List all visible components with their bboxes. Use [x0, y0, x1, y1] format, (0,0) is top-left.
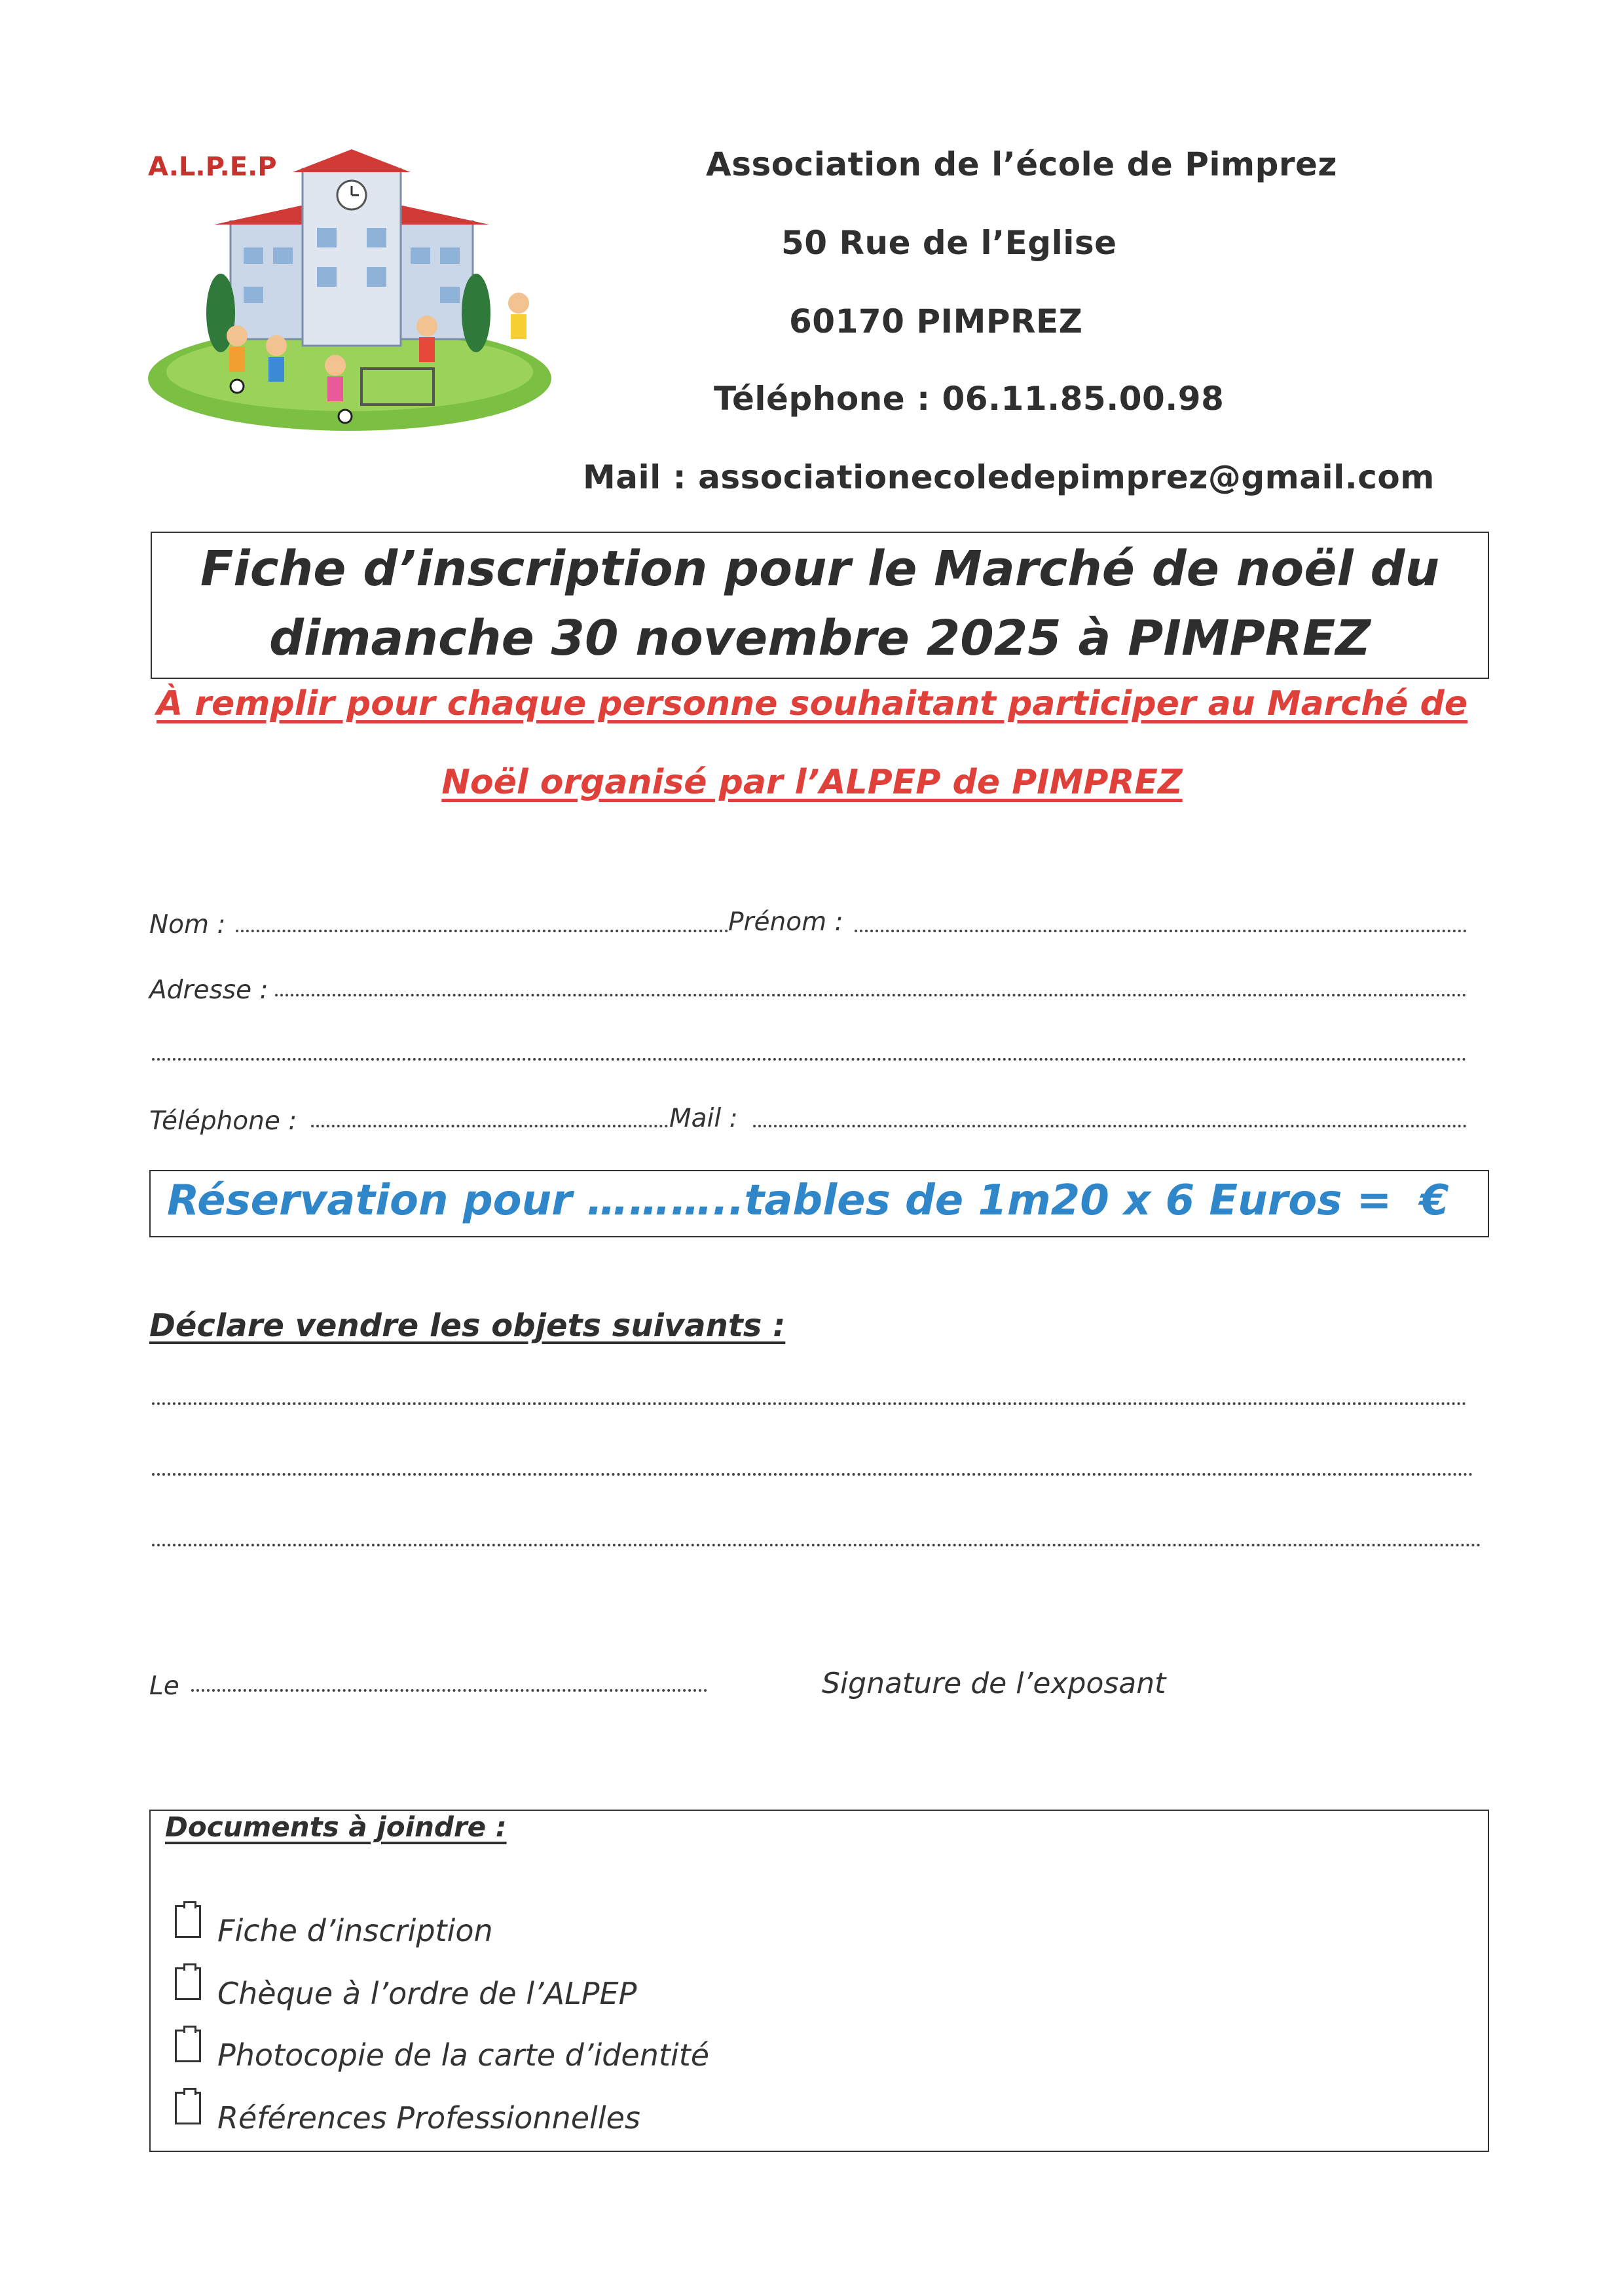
association-phone: Téléphone : 06.11.85.00.98	[714, 380, 1225, 418]
date-field[interactable]	[191, 1689, 707, 1692]
nom-field[interactable]	[236, 930, 728, 932]
instructions-line1: À remplir pour chaque personne souhaitant participer au Marché de	[156, 684, 1468, 723]
checkbox-fiche[interactable]	[175, 1905, 201, 1938]
reservation-currency: €	[1420, 1176, 1449, 1225]
telephone-label: Téléphone :	[149, 1106, 297, 1136]
document-item: Références Professionnelles	[217, 2100, 640, 2136]
objects-line3[interactable]	[152, 1544, 1481, 1546]
adresse-field-line2[interactable]	[152, 1058, 1467, 1061]
school-building-illustration	[145, 143, 558, 437]
alpep-logo	[145, 143, 558, 437]
date-label: Le	[149, 1671, 179, 1701]
telephone-field[interactable]	[311, 1125, 668, 1127]
association-street: 50 Rue de l’Eglise	[781, 224, 1117, 262]
reservation-text: Réservation pour ………..tables de 1m20 x 6 Euros =	[167, 1176, 1392, 1225]
checkbox-photocopie[interactable]	[175, 2030, 201, 2062]
instructions-line2: Noël organisé par l’ALPEP de PIMPREZ	[441, 763, 1183, 802]
nom-label: Nom :	[149, 910, 226, 939]
form-title-line2: dimanche 30 novembre 2025 à PIMPREZ	[268, 610, 1371, 666]
form-title-line1: Fiche d’inscription pour le Marché de noël du	[200, 541, 1440, 597]
association-name: Association de l’école de Pimprez	[706, 145, 1338, 183]
prenom-field[interactable]	[855, 930, 1467, 932]
checkbox-references[interactable]	[175, 2092, 201, 2124]
association-mail: Mail : associationecoledepimprez@gmail.com	[583, 458, 1435, 496]
adresse-field-line1[interactable]	[275, 994, 1467, 996]
declaration-heading: Déclare vendre les objets suivants :	[149, 1307, 786, 1344]
checkbox-cheque[interactable]	[175, 1967, 201, 2000]
document-item: Chèque à l’ordre de l’ALPEP	[217, 1976, 637, 2011]
objects-line1[interactable]	[152, 1402, 1467, 1405]
objects-line2[interactable]	[152, 1473, 1473, 1476]
mail-field[interactable]	[753, 1125, 1467, 1127]
mail-label: Mail :	[669, 1104, 738, 1133]
signature-label: Signature de l’exposant	[822, 1667, 1166, 1700]
documents-heading: Documents à joindre :	[165, 1811, 507, 1843]
adresse-label: Adresse :	[149, 975, 268, 1005]
document-item: Fiche d’inscription	[217, 1913, 493, 1948]
logo-text: A.L.P.E.P	[148, 152, 277, 182]
document-item: Photocopie de la carte d’identité	[217, 2037, 710, 2073]
association-city: 60170 PIMPREZ	[789, 302, 1083, 340]
prenom-label: Prénom :	[728, 907, 843, 937]
